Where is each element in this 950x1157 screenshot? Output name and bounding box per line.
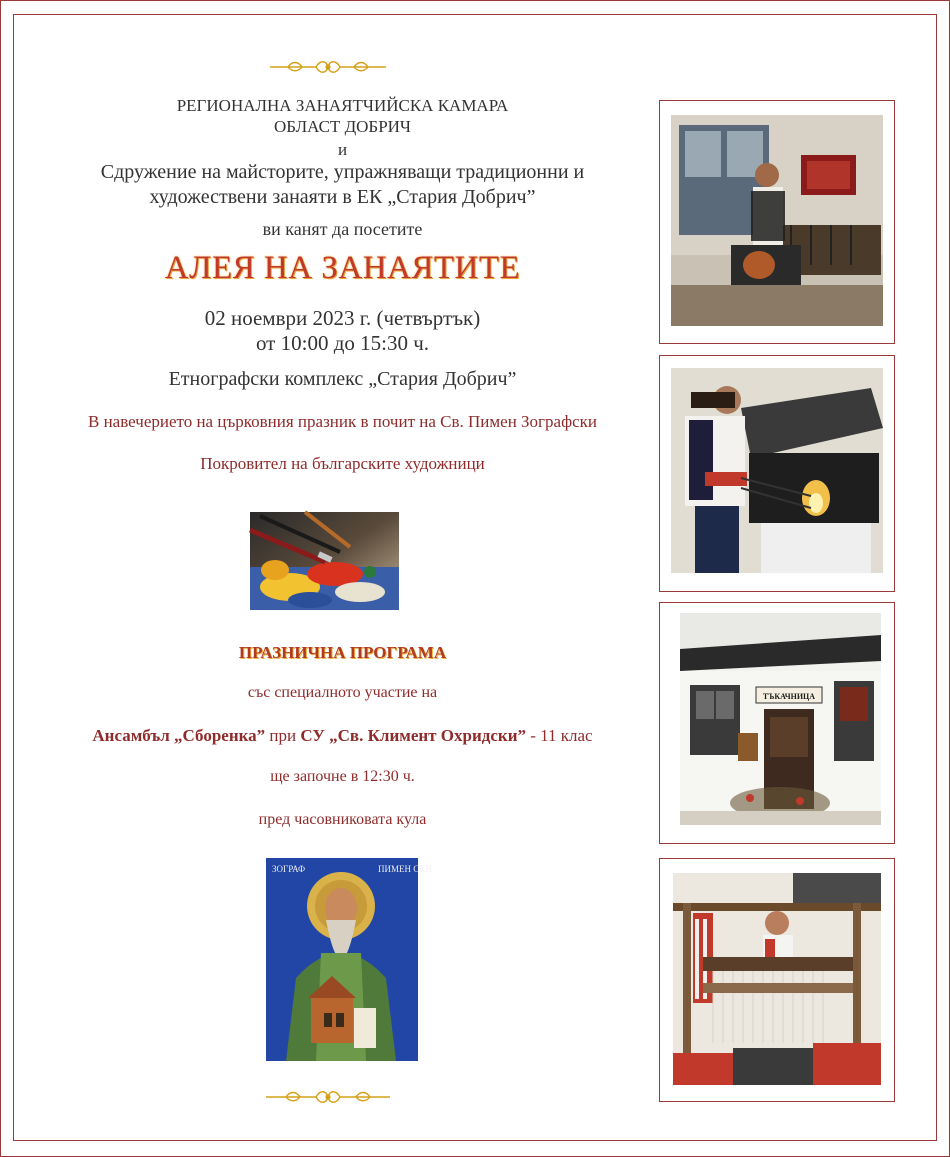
- icon-label-right: ПИМЕН СКИ: [378, 864, 432, 874]
- event-venue: Етнографски комплекс „Стария Добрич”: [168, 368, 517, 390]
- paintbrush-image: [250, 512, 399, 610]
- org-name-line1: РЕГИОНАЛНА ЗАНАЯТЧИЙСКА КАМАРА: [176, 96, 509, 115]
- grade-text: - 11 клас: [530, 726, 593, 745]
- event-date: 02 ноември 2023 г. (четвъртък): [204, 306, 481, 330]
- at-word: при: [269, 726, 297, 745]
- shop-sign-text: ТЪКАЧНИЦА: [762, 692, 816, 701]
- bottom-ornament-icon: [264, 1087, 392, 1107]
- blacksmith-photo: [671, 368, 883, 573]
- conjunction: и: [337, 140, 348, 159]
- school-name: СУ „Св. Климент Охридски”: [300, 726, 526, 745]
- patron-text: Покровител на българските художници: [200, 454, 485, 473]
- saint-icon-image: [266, 858, 432, 1061]
- photo-frame-weaving-shop: [659, 602, 895, 844]
- start-time-text: ще започне в 12:30 ч.: [270, 768, 415, 785]
- weaving-shop-photo: [680, 613, 881, 825]
- association-line2: художествени занаяти в ЕК „Стария Добрич”: [149, 186, 536, 208]
- ensemble-name: Ансамбъл „Сборенка”: [92, 726, 266, 745]
- photo-frame-metalworker: [659, 100, 895, 344]
- invite-text: ви канят да посетите: [262, 219, 423, 239]
- weaver-loom-photo: [673, 873, 881, 1085]
- icon-label-left: ЗОГРАФ: [272, 864, 306, 874]
- program-title: ПРАЗНИЧНА ПРОГРАМА: [238, 643, 447, 662]
- participation-text: със специалното участие на: [247, 684, 438, 701]
- org-name-line2: ОБЛАСТ ДОБРИЧ: [274, 117, 411, 136]
- place-text: пред часовниковата кула: [258, 811, 427, 828]
- photo-frame-blacksmith: [659, 355, 895, 592]
- ensemble-line: [30, 726, 655, 746]
- occasion-text: В навечерието на църковния празник в почит на Св. Пимен Зографски: [87, 412, 597, 431]
- event-time: от 10:00 до 15:30 ч.: [255, 331, 430, 355]
- association-line1: Сдружение на майсторите, упражняващи традиционни и: [100, 161, 585, 183]
- event-title: АЛЕЯ НА ЗАНАЯТИТЕ: [164, 250, 521, 286]
- metalworker-photo: [671, 115, 883, 326]
- photo-frame-weaver-loom: [659, 858, 895, 1102]
